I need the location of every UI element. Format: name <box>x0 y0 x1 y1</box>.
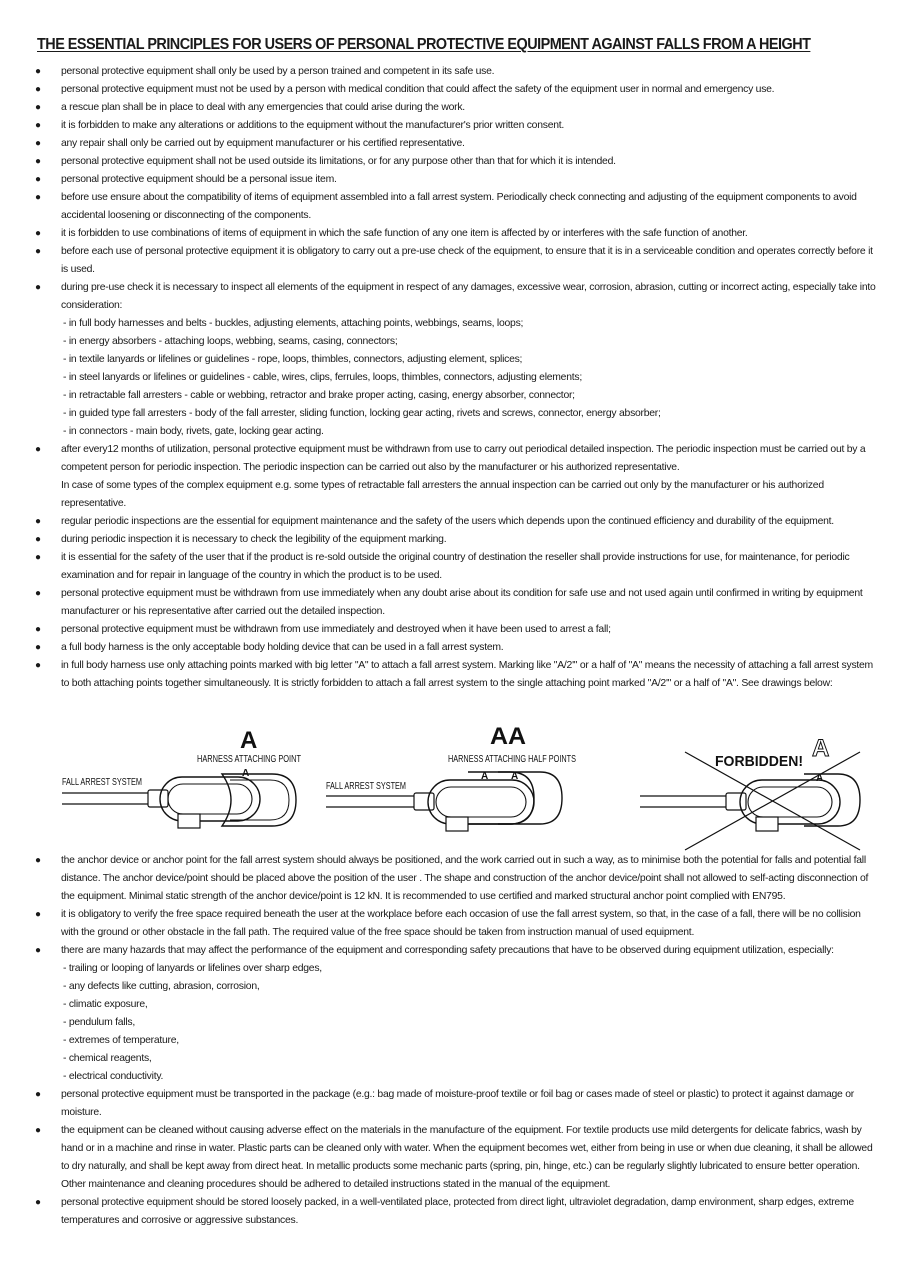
bullet-icon: ● <box>35 174 41 185</box>
list-item <box>0 99 900 117</box>
list-item-text: it is forbidden to use combinations of items of equipment in which the safe function of any one item is affected by or interferes with the safe function of another. <box>61 228 748 239</box>
list-item <box>0 441 900 513</box>
list-item-text: the equipment can be cleaned without causing adverse effect on the materials in the manufacture of the equipment. For textile products use mild detergents for delicate fabrics, wash by hand or in a machine and rinse in water. Plastic parts can be cleaned only with water. When the equipment becomes wet, either from being in use or when due cleaning, it shall be allowed to dry naturally, and shall be kept away from direct heat. In metallic products some mechanic parts (spring, pin, hinge, etc.) can be regularly slightly lubricated to ensure better operation. <box>61 1125 873 1172</box>
list-item <box>0 279 900 441</box>
drawing-forbidden <box>640 735 860 850</box>
list-item-text: it is forbidden to make any alterations or additions to the equipment without the manufacturer's prior written consent. <box>61 120 565 131</box>
list-item <box>0 153 900 171</box>
svg-text:A: A <box>816 773 824 784</box>
list-item-text: during pre-use check it is necessary to inspect all elements of the equipment in respect of any damages, excessive wear, corrosion, abrasion, cutting or incorrect acting, especially take into consideration: <box>61 282 876 311</box>
svg-text:A: A <box>511 771 519 782</box>
bullet-icon: ● <box>35 66 41 77</box>
bullet-icon: ● <box>35 282 41 293</box>
big-a-outline-letter: A <box>812 735 830 762</box>
list-item <box>0 852 900 906</box>
bullet-icon: ● <box>35 192 41 203</box>
bullet-icon: ● <box>35 444 41 455</box>
bullet-icon: ● <box>35 855 41 866</box>
list-item-text: it is essential for the safety of the user that if the product is re-sold outside the original country of destination the reseller shall provide instructions for use, for maintenance, for periodic examination and for repair in language of the country in which the product is to be used. <box>61 552 850 581</box>
list-item-text: in full body harness use only attaching points marked with big letter "A" to attach a fall arrest system. Marking like "A/2'" or a half of "A" means the necessity of attaching a fall arrest system to both attaching points together simultaneously. It is strictly forbidden to attach a fall arrest system to the single attaching point marked "A/2'" or a half of "A". See drawings below: <box>61 660 873 689</box>
list-item-text: regular periodic inspections are the essential for equipment maintenance and the safety of the users which depends upon the continued efficiency and durability of the equipment. <box>61 516 834 527</box>
bullet-icon: ● <box>35 945 41 956</box>
bullet-icon: ● <box>35 534 41 545</box>
list-item-text: any repair shall only be carried out by equipment manufacturer or his certified representative. <box>61 138 465 149</box>
list-item <box>0 1086 900 1122</box>
bullet-icon: ● <box>35 156 41 167</box>
list-item-text: it is obligatory to verify the free space required beneath the user at the workplace before each occasion of use the fall arrest system, so that, in the case of a fall, there will be no collision with the ground or other obstacle in the fall path. The required value of the free space should be taken from instruction manual of used equipment. <box>61 909 861 938</box>
sub-item: - in textile lanyards or lifelines or guidelines - rope, loops, thimbles, connectors, adjusting element, splices; <box>63 354 523 365</box>
fall-arrest-system-label-2: FALL ARREST SYSTEM <box>326 781 406 792</box>
bullet-icon: ● <box>35 84 41 95</box>
list-item-text: personal protective equipment shall only be used by a person trained and competent in its safe use. <box>61 66 495 77</box>
bullet-icon: ● <box>35 246 41 257</box>
bullet-icon: ● <box>35 102 41 113</box>
list-item-text: a rescue plan shall be in place to deal with any emergencies that could arise during the work. <box>61 102 465 113</box>
bullet-icon: ● <box>35 588 41 599</box>
bullet-icon: ● <box>35 1089 41 1100</box>
document-title: THE ESSENTIAL PRINCIPLES FOR USERS OF PERSONAL PROTECTIVE EQUIPMENT AGAINST FALLS FROM A HEIGHT <box>37 36 811 53</box>
principles-list-1 <box>0 63 900 693</box>
list-item-text: before use ensure about the compatibility of items of equipment assembled into a fall arrest system. Periodically check connecting and adjusting of the equipment components to avoid accidental loosening or disconnecting of the components. <box>61 192 857 221</box>
sub-item: - in guided type fall arresters - body of the fall arrester, sliding function, locking gear acting, rivets and screws, connector, energy absorber; <box>63 408 661 419</box>
list-item-text: during periodic inspection it is necessary to check the legibility of the equipment marking. <box>61 534 447 545</box>
list-item <box>0 906 900 942</box>
list-item <box>0 549 900 585</box>
sub-item: - pendulum falls, <box>63 1017 135 1028</box>
list-item <box>0 243 900 279</box>
bullet-icon: ● <box>35 228 41 239</box>
drawing-single-attaching-point <box>62 727 301 828</box>
list-item <box>0 225 900 243</box>
big-aa-letter: AA <box>490 723 526 750</box>
sub-item: - in energy absorbers - attaching loops, webbing, seams, casing, connectors; <box>63 336 398 347</box>
forbidden-label: FORBIDDEN! <box>715 753 803 770</box>
bullet-icon: ● <box>35 138 41 149</box>
list-item-text: personal protective equipment must be withdrawn from use immediately when any doubt arise about its condition for safe use and not used again until confirmed in writing by equipment manufacturer or his representative after carried out the detailed inspection. <box>61 588 863 617</box>
ferrule-1 <box>148 790 168 807</box>
sub-item: - in full body harnesses and belts - buckles, adjusting elements, attaching points, webbings, seams, loops; <box>63 318 524 329</box>
attaching-point-drawings <box>0 722 900 852</box>
harness-attaching-half-points-label: HARNESS ATTACHING HALF POINTS <box>448 754 577 765</box>
sub-item: - in retractable fall arresters - cable or webbing, retractor and brake proper acting, casing, energy absorber, connector; <box>63 390 575 401</box>
carabiner-inner-1 <box>168 784 252 814</box>
list-item <box>0 63 900 81</box>
principles-list-2 <box>0 852 900 1230</box>
harness-d-ring-1 <box>222 774 296 826</box>
list-item-text: personal protective equipment shall not be used outside its limitations, or for any purpose other than that for which it is intended. <box>61 156 616 167</box>
big-a-letter: A <box>240 727 258 754</box>
list-item <box>0 639 900 657</box>
sub-item: - any defects like cutting, abrasion, corrosion, <box>63 981 260 992</box>
list-item <box>0 513 900 531</box>
list-item <box>0 531 900 549</box>
sub-item: - trailing or looping of lanyards or lifelines over sharp edges, <box>63 963 322 974</box>
list-item-text: the anchor device or anchor point for the fall arrest system should always be positioned, and the work carried out in such a way, as to minimise both the potential for falls and potential fall distance. The anchor device/point should be placed above the position of the user . The shape and construction of the anchor device/point shall not allowed to self-acting disconnection of the equipment. Minimal static strength of the anchor device/point is 12 kN. It is recommended to use certified and marked structural anchor point complied with EN795. <box>61 855 869 902</box>
svg-text:A: A <box>481 771 489 782</box>
list-item-text: a full body harness is the only acceptable body holding device that can be used in a fall arrest system. <box>61 642 504 653</box>
sub-item: - electrical conductivity. <box>63 1071 164 1082</box>
list-item <box>0 189 900 225</box>
bullet-icon: ● <box>35 1197 41 1208</box>
bullet-icon: ● <box>35 660 41 671</box>
list-item <box>0 942 900 1086</box>
list-item <box>0 117 900 135</box>
gate-sleeve-1 <box>178 814 200 828</box>
list-item <box>0 621 900 639</box>
list-item <box>0 135 900 153</box>
list-item <box>0 171 900 189</box>
sub-item: - climatic exposure, <box>63 999 148 1010</box>
list-item-text: personal protective equipment should be stored loosely packed, in a well-ventilated place, protected from direct light, ultraviolet degradation, damp environment, sharp edges, extreme temperatures and corrosive or aggressive substances. <box>61 1197 854 1226</box>
list-item <box>0 585 900 621</box>
bullet-icon: ● <box>35 642 41 653</box>
bullet-icon: ● <box>35 552 41 563</box>
list-item-paragraph: Other maintenance and cleaning procedures should be adhered to detailed instructions stated in the manual of the equipment. <box>61 1179 611 1190</box>
bullet-icon: ● <box>35 120 41 131</box>
sub-item: - extremes of temperature, <box>63 1035 179 1046</box>
drawing-half-attaching-points <box>326 723 576 831</box>
list-item-text: before each use of personal protective equipment it is obligatory to carry out a pre-use check of the equipment, to ensure that it is in a serviceable condition and operates correctly before it is used. <box>61 246 873 275</box>
harness-attaching-point-label: HARNESS ATTACHING POINT <box>197 754 301 765</box>
list-item <box>0 81 900 99</box>
fall-arrest-system-label-1: FALL ARREST SYSTEM <box>62 777 142 788</box>
list-item <box>0 657 900 693</box>
list-item-paragraph: In case of some types of the complex equipment e.g. some types of retractable fall arresters the annual inspection can be carried out only by the manufacturer or his authorized representative. <box>61 480 824 509</box>
list-item-text: personal protective equipment should be a personal issue item. <box>61 174 337 185</box>
list-item-text: personal protective equipment must be transported in the package (e.g.: bag made of moisture-proof textile or foil bag or cases made of steel or plastic) to protect it against damage or moisture. <box>61 1089 854 1118</box>
list-item-text: personal protective equipment must not be used by a person with medical condition that could affect the safety of the equipment user in normal and emergency use. <box>61 84 775 95</box>
d-ring-mark-1: A <box>242 768 250 779</box>
sub-item: - chemical reagents, <box>63 1053 152 1064</box>
bullet-icon: ● <box>35 1125 41 1136</box>
sub-item: - in connectors - main body, rivets, gate, locking gear acting. <box>63 426 324 437</box>
list-item-text: personal protective equipment must be withdrawn from use immediately and destroyed when it have been used to arrest a fall; <box>61 624 611 635</box>
list-item-text: there are many hazards that may affect the performance of the equipment and corresponding safety precautions that have to be observed during equipment utilization, especially: <box>61 945 834 956</box>
list-item <box>0 1122 900 1194</box>
bullet-icon: ● <box>35 624 41 635</box>
bullet-icon: ● <box>35 909 41 920</box>
sub-item: - in steel lanyards or lifelines or guidelines - cable, wires, clips, ferrules, loops, thimbles, connectors, adjusting elements; <box>63 372 582 383</box>
list-item <box>0 1194 900 1230</box>
bullet-icon: ● <box>35 516 41 527</box>
list-item-text: after every12 months of utilization, personal protective equipment must be withdrawn from use to carry out periodical detailed inspection. The periodic inspection must be carried out by a competent person for periodic inspection. The periodic inspection can be carried out also by the manufacturer or his authorized representative. <box>61 444 866 473</box>
